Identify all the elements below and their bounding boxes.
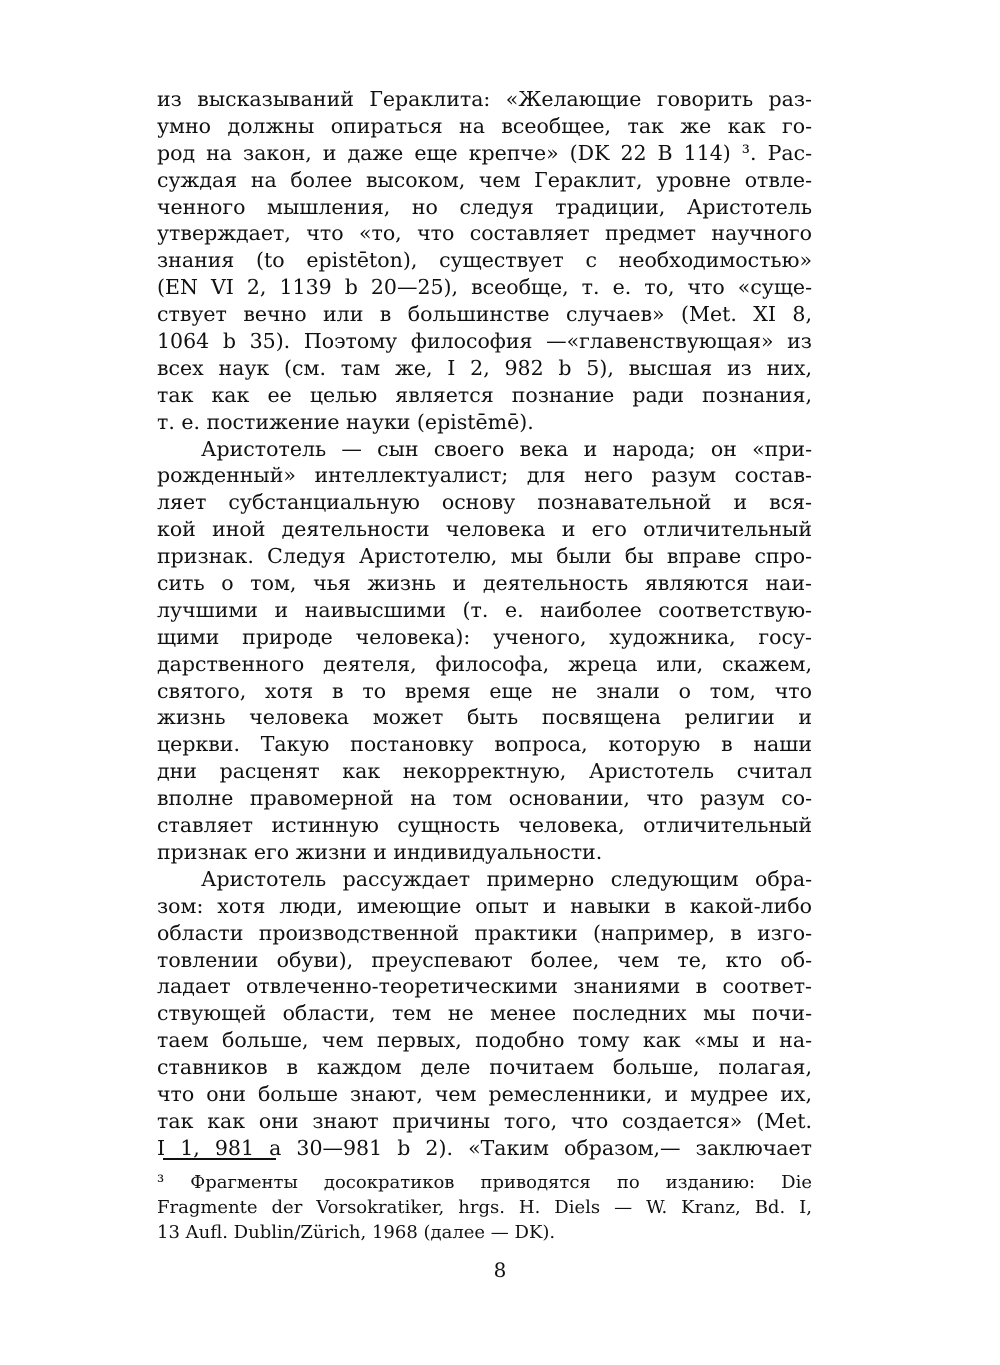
- text-line: признак. Следуя Аристотелю, мы были бы вправе спро-: [157, 544, 812, 569]
- text-line: род на закон, и даже еще крепче» (DK 22 B 114) ³. Рас-: [157, 140, 812, 165]
- text-line: ставников в каждом деле почитаем больше, полагая,: [157, 1055, 812, 1080]
- text-line: таем больше, чем первых, подобно тому как «мы и на-: [157, 1028, 812, 1053]
- text-line: что они больше знают, чем ремесленники, и мудрее их,: [157, 1081, 812, 1106]
- text-line: утверждает, что «то, что составляет предмет научного: [157, 221, 812, 246]
- page-number: 8: [493, 1258, 507, 1282]
- text-line: Аристотель — сын своего века и народа; он «при-: [201, 436, 812, 461]
- text-line: ляет субстанциальную основу познавательной и вся-: [157, 490, 812, 515]
- footnote-divider: [163, 1158, 276, 1160]
- text-line: I 1, 981 a 30—981 b 2). «Таким образом,— заключает: [157, 1135, 812, 1160]
- text-line: ставляет истинную сущность человека, отличительный: [157, 813, 812, 838]
- footnote-line: Fragmente der Vorsokratiker, hrgs. H. Diels — W. Kranz, Bd. I,: [157, 1197, 812, 1218]
- text-line: сить о том, чья жизнь и деятельность являются наи-: [157, 571, 812, 596]
- footnotes: [157, 1170, 812, 1245]
- text-line: (EN VI 2, 1139 b 20—25), всеобще, т. е. то, что «суще-: [157, 275, 812, 300]
- text-line: жизнь человека может быть посвящена религии и: [157, 705, 812, 730]
- text-line: умно должны опираться на всеобщее, так же как го-: [157, 113, 812, 138]
- text-line: знания (to epistēton), существует с необходимостью»: [157, 248, 812, 273]
- text-line: так как они знают причины того, что создается» (Met.: [157, 1108, 812, 1133]
- text-line: признак его жизни и индивидуальности.: [157, 839, 603, 864]
- text-line: лучшими и наивысшими (т. е. наиболее соответствую-: [157, 597, 812, 622]
- text-line: всех наук (см. там же, I 2, 982 b 5), высшая из них,: [157, 355, 812, 380]
- text-line: ченного мышления, но следуя традиции, Аристотель: [157, 194, 812, 219]
- main-text: [157, 86, 812, 1162]
- text-line: кой иной деятельности человека и его отличительный: [157, 517, 812, 542]
- text-line: церкви. Такую постановку вопроса, которую в наши: [157, 732, 812, 757]
- text-line: зом: хотя люди, имеющие опыт и навыки в какой-либо: [157, 893, 812, 918]
- text-line: дни расценят как некорректную, Аристотель считал: [157, 759, 812, 784]
- text-line: ствует вечно или в большинстве случаев» (Met. XI 8,: [157, 302, 812, 327]
- text-line: святого, хотя в то время еще не знали о том, что: [157, 678, 812, 703]
- text-line: суждая на более высоком, чем Гераклит, уровне отвле-: [157, 167, 812, 192]
- text-line: 1064 b 35). Поэтому философия —«главенствующая» из: [157, 329, 812, 354]
- text-line: дарственного деятеля, философа, жреца или, скажем,: [157, 651, 812, 676]
- text-line: так как ее целью является познание ради познания,: [157, 382, 812, 407]
- text-line: товлении обуви), преуспевают более, чем те, кто об-: [157, 947, 812, 972]
- text-line: ствующей области, тем не менее последних мы почи-: [157, 1001, 812, 1026]
- footnote-line: 13 Aufl. Dublin/Zürich, 1968 (далее — DK).: [157, 1222, 556, 1243]
- footnote-line: ³ Фрагменты досократиков приводятся по изданию: Die: [157, 1172, 812, 1193]
- text-line: вполне правомерной на том основании, что разум со-: [157, 786, 812, 811]
- text-line: рожденный» интеллектуалист; для него разум состав-: [157, 463, 812, 488]
- text-line: ладает отвлеченно-теоретическими знаниями в соответ-: [157, 974, 812, 999]
- text-line: Аристотель рассуждает примерно следующим обра-: [201, 866, 812, 891]
- text-line: т. е. постижение науки (epistēmē).: [157, 409, 534, 434]
- text-line: области производственной практики (например, в изго-: [157, 920, 812, 945]
- text-line: щими природе человека): ученого, художника, госу-: [157, 624, 812, 649]
- text-line: из высказываний Гераклита: «Желающие говорить раз-: [157, 87, 812, 111]
